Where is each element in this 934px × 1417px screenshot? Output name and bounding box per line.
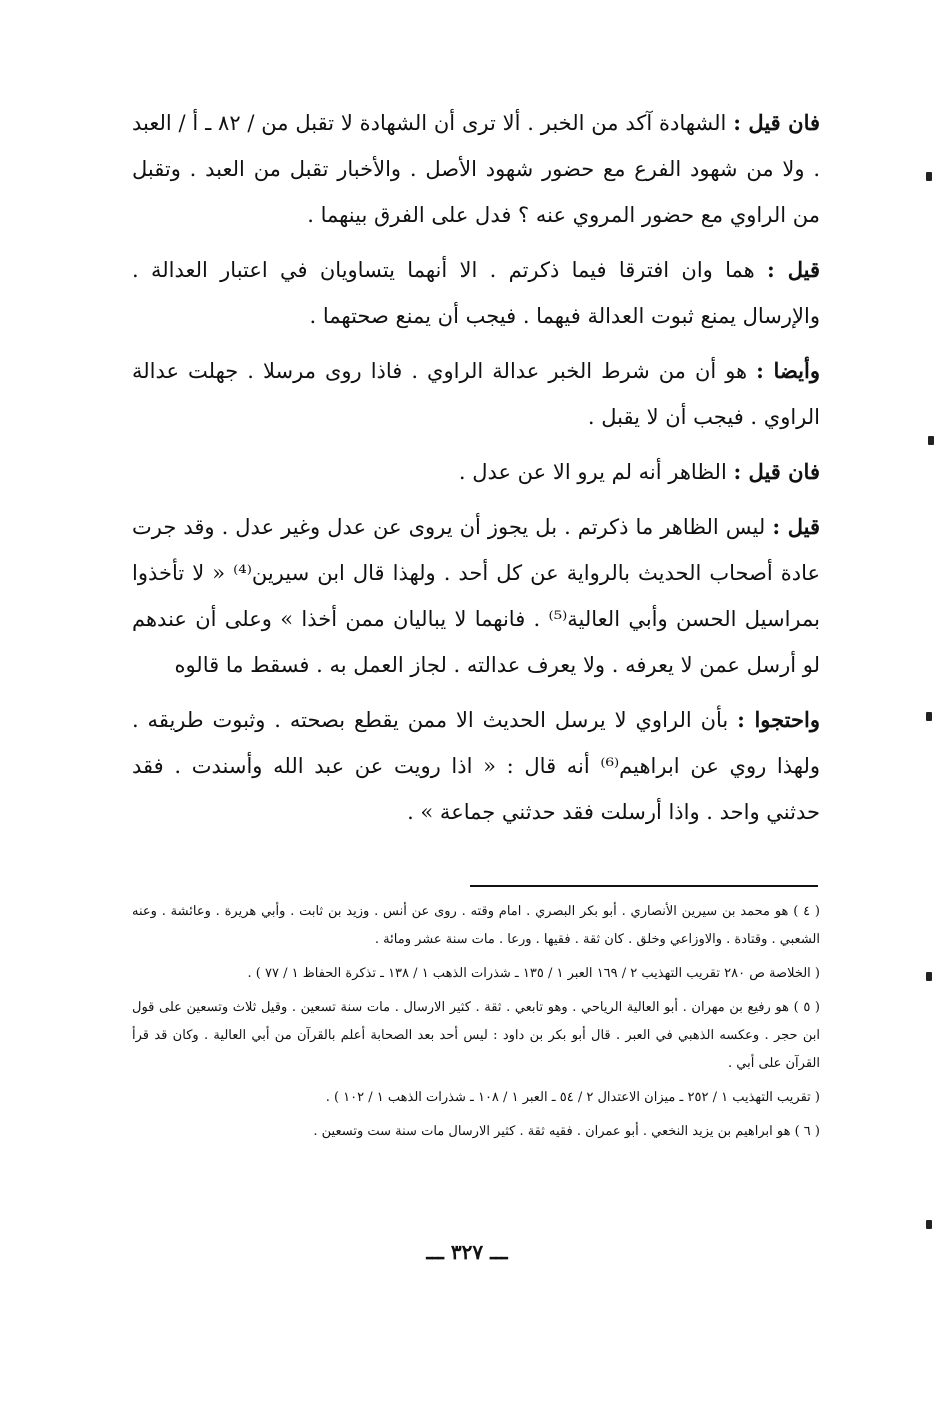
footnote-5: ( ٥ ) هو رفيع بن مهران . أبو العالية الرياحي . وهو تابعي . ثقة . كثير الارسال . مات سنة تسعين . وقيل ثلاث وتسعين على قول ابن حجر . وعكسه الذهبي في العبر . قال أبو بكر بن داود : ليس أحد بعد الصحابة أعلم بالقرآن من أبي العالية . وكان قد قرأ القرآن على أبي . bbox=[132, 1000, 820, 1071]
margin-mark bbox=[926, 712, 932, 721]
margin-mark bbox=[926, 972, 932, 981]
paragraph-1 bbox=[132, 100, 820, 238]
paragraph-lead: واحتجوا : bbox=[737, 707, 820, 732]
paragraph-lead: فان قيل : bbox=[733, 459, 820, 484]
paragraph-4 bbox=[132, 449, 820, 495]
paragraph-5 bbox=[132, 504, 820, 688]
paragraph-text: هو أن من شرط الخبر عدالة الراوي . فاذا روى مرسلا . جهلت عدالة الراوي . فيجب أن لا يقبل . bbox=[132, 359, 820, 429]
paragraph-text: الظاهر أنه لم يرو الا عن عدل . bbox=[458, 460, 727, 484]
paragraph-lead: قيل : bbox=[767, 257, 820, 282]
footnote-5-sources: ( تقريب التهذيب ١ / ٢٥٢ ـ ميزان الاعتدال ٢ / ٥٤ ـ العبر ١ / ١٠٨ ـ شذرات الذهب ١ / ١٠٢ ) . bbox=[325, 1090, 820, 1105]
footnotes bbox=[132, 898, 820, 1152]
paragraph-text: ليس الظاهر ما ذكرتم . بل يجوز أن يروى عن عدل وغير عدل . وقد جرت عادة أصحاب الحديث بالرواية عن كل أحد . ولهذا قال ابن سيرين⁽⁴⁾ « لا تأخذوا بمراسيل الحسن وأبي العالية⁽⁵⁾ . فانهما لا يباليان ممن أخذا » وعلى أن عندهم لو أرسل عمن لا يعرفه . ولا يعرف عدالته . لجاز العمل به . فسقط ما قالوه bbox=[132, 515, 821, 677]
paragraph-text: هما وان افترقا فيما ذكرتم . الا أنهما يتساويان في اعتبار العدالة . والإرسال يمنع ثبوت العدالة فيهما . فيجب أن يمنع صحتهما . bbox=[132, 258, 820, 328]
footnote-separator bbox=[470, 885, 818, 887]
footnote-4: ( ٤ ) هو محمد بن سيرين الأنصاري . أبو بكر البصري . امام وقته . روى عن أنس . وزيد بن ثابت . وأبي هريرة . وعائشة . وعنه الشعبي . وقتادة . والاوزاعي وخلق . كان ثقة . فقيها . ورعا . مات سنة عشر ومائة . bbox=[132, 904, 820, 947]
margin-mark bbox=[926, 172, 932, 181]
paragraph-text: بأن الراوي لا يرسل الحديث الا ممن يقطع بصحته . وثبوت طريقه . ولهذا روي عن ابراهيم⁽⁶⁾ أنه قال : « اذا رويت عن عبد الله وأسندت . فقد حدثني واحد . واذا أرسلت فقد حدثني جماعة » . bbox=[132, 708, 821, 824]
paragraph-lead: قيل : bbox=[772, 514, 821, 539]
margin-mark bbox=[926, 1220, 932, 1229]
paragraph-6 bbox=[132, 697, 820, 835]
margin-mark bbox=[928, 436, 934, 445]
footnote-6: ( ٦ ) هو ابراهيم بن يزيد النخعي . أبو عمران . فقيه ثقة . كثير الارسال مات سنة ست وتسعين . bbox=[313, 1124, 820, 1139]
footnote-4-sources: ( الخلاصة ص ٢٨٠ تقريب التهذيب ٢ / ١٦٩ العبر ١ / ١٣٥ ـ شذرات الذهب ١ / ١٣٨ ـ تذكرة الحفاظ ١ / ٧٧ ) . bbox=[247, 966, 820, 981]
paragraph-3 bbox=[132, 348, 820, 440]
paragraph-2 bbox=[132, 247, 820, 339]
main-text bbox=[132, 100, 820, 844]
paragraph-lead: وأيضا : bbox=[756, 358, 820, 383]
paragraph-lead: فان قيل : bbox=[733, 110, 821, 135]
paragraph-text: الشهادة آكد من الخبر . ألا ترى أن الشهادة لا تقبل من / ٨٢ ـ أ / العبد . ولا من شهود الفرع مع حضور شهود الأصل . والأخبار تقبل من العبد . وتقبل من الراوي مع حضور المروي عنه ؟ فدل على الفرق بينهما . bbox=[132, 111, 820, 227]
page-number: ـــ ٣٢٧ ـــ bbox=[426, 1240, 508, 1264]
